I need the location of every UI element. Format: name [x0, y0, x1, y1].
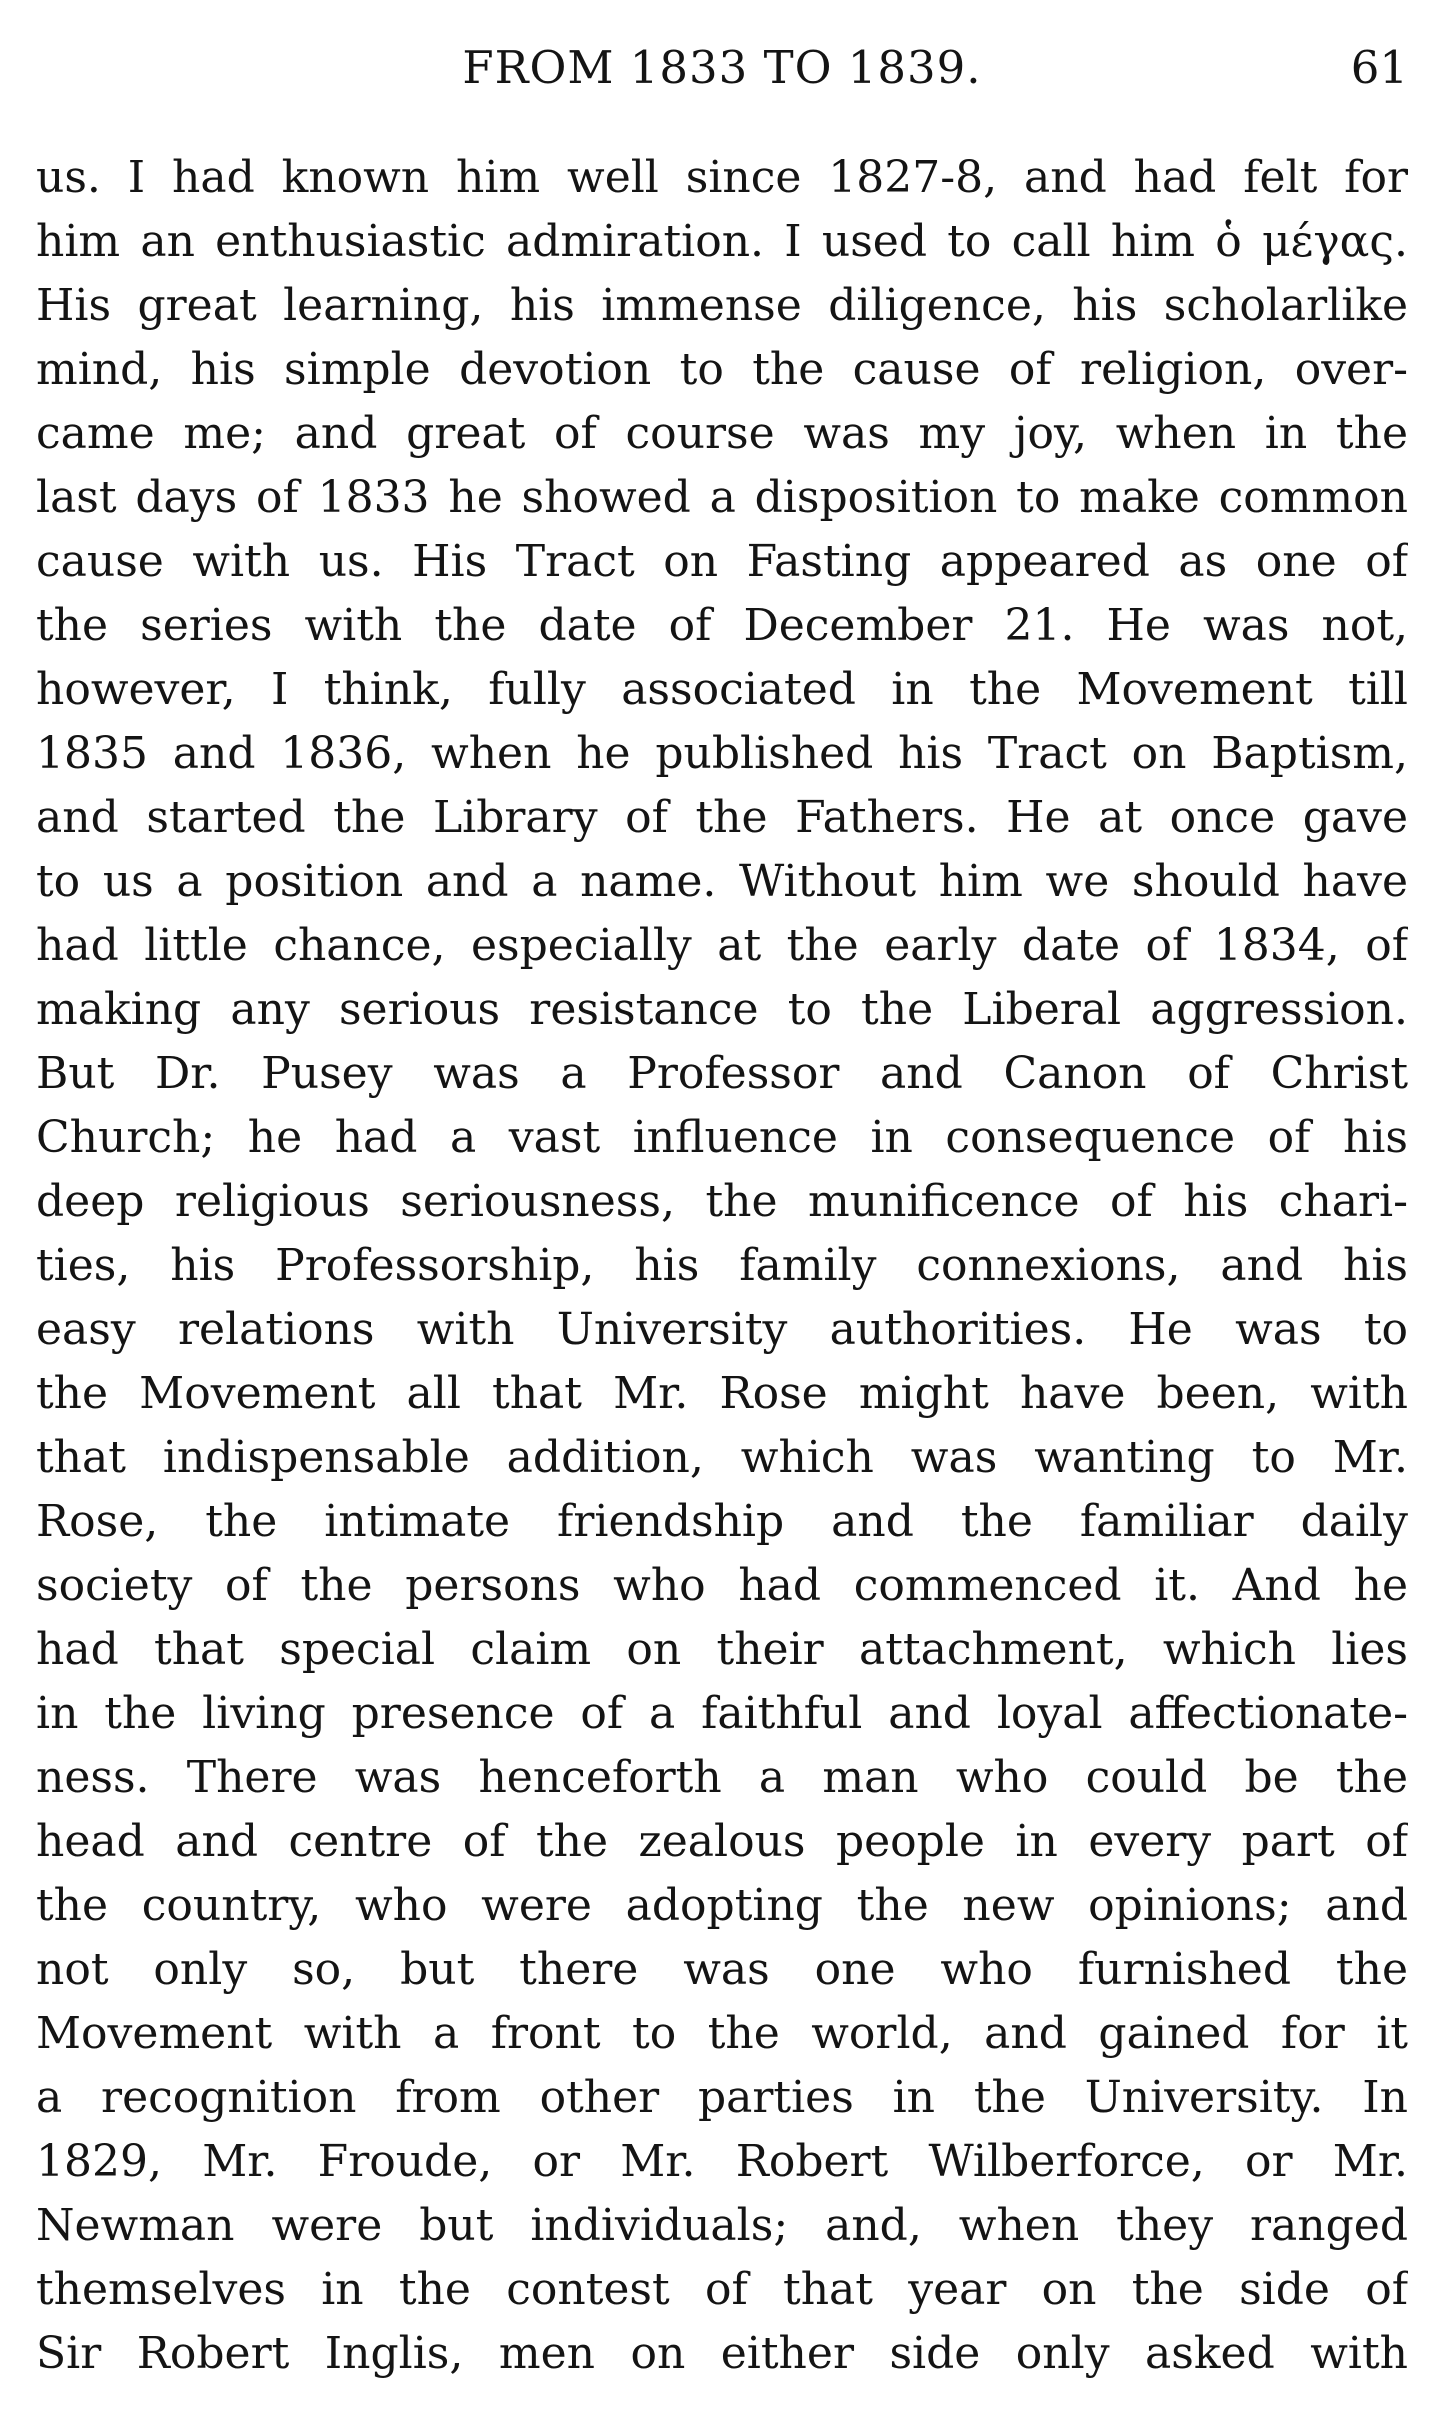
text-line: had that special claim on their attachment, which lies [36, 1624, 1408, 1675]
text-line: head and centre of the zealous people in every part of [36, 1816, 1408, 1867]
text-line: however, I think, fully associated in the Movement till [36, 664, 1408, 715]
text-line: the country, who were adopting the new opinions; and [36, 1880, 1408, 1931]
text-line: But Dr. Pusey was a Professor and Canon of Christ [36, 1048, 1408, 1099]
text-line: Newman were but individuals; and, when they ranged [36, 2200, 1408, 2251]
text-line: Church; he had a vast influence in consequence of his [36, 1112, 1408, 1163]
text-line: ties, his Professorship, his family connexions, and his [36, 1240, 1408, 1291]
text-line: making any serious resistance to the Liberal aggression. [36, 984, 1408, 1035]
text-line: last days of 1833 he showed a disposition to make common [36, 472, 1408, 523]
text-line: ness. There was henceforth a man who could be the [36, 1752, 1408, 1803]
text-line: deep religious seriousness, the munificence of his chari- [36, 1176, 1408, 1227]
text-line: themselves in the contest of that year on the side of [36, 2264, 1408, 2315]
text-line: a recognition from other parties in the University. In [36, 2072, 1408, 2123]
running-head [36, 38, 1408, 98]
text-line: and started the Library of the Fathers. He at once gave [36, 792, 1408, 843]
text-line: His great learning, his immense diligence, his scholarlike [36, 280, 1408, 331]
running-title: FROM 1833 TO 1839. [462, 41, 982, 94]
text-line: in the living presence of a faithful and loyal affectionate- [36, 1688, 1408, 1739]
text-line: society of the persons who had commenced it. And he [36, 1560, 1408, 1611]
text-line: had little chance, especially at the early date of 1834, of [36, 920, 1408, 971]
text-line: us. I had known him well since 1827-8, and had felt for [36, 152, 1408, 203]
text-line: him an enthusiastic admiration. I used to call him ὁ μέγας. [36, 216, 1408, 267]
text-line: the series with the date of December 21. He was not, [36, 600, 1408, 651]
body-text [36, 146, 1408, 2386]
text-line: mind, his simple devotion to the cause of religion, over- [36, 344, 1408, 395]
text-line: 1829, Mr. Froude, or Mr. Robert Wilberforce, or Mr. [36, 2136, 1408, 2187]
text-line: 1835 and 1836, when he published his Tract on Baptism, [36, 728, 1408, 779]
text-line: that indispensable addition, which was wanting to Mr. [36, 1432, 1408, 1483]
text-line: came me; and great of course was my joy, when in the [36, 408, 1408, 459]
text-line: easy relations with University authorities. He was to [36, 1304, 1408, 1355]
text-line: the Movement all that Mr. Rose might have been, with [36, 1368, 1408, 1419]
text-line: Movement with a front to the world, and gained for it [36, 2008, 1408, 2059]
text-line: cause with us. His Tract on Fasting appeared as one of [36, 536, 1408, 587]
text-line: Rose, the intimate friendship and the familiar daily [36, 1496, 1408, 1547]
page-number: 61 [1350, 41, 1408, 94]
text-line: Sir Robert Inglis, men on either side only asked with [36, 2328, 1408, 2379]
text-line: not only so, but there was one who furnished the [36, 1944, 1408, 1995]
text-line: to us a position and a name. Without him we should have [36, 856, 1408, 907]
